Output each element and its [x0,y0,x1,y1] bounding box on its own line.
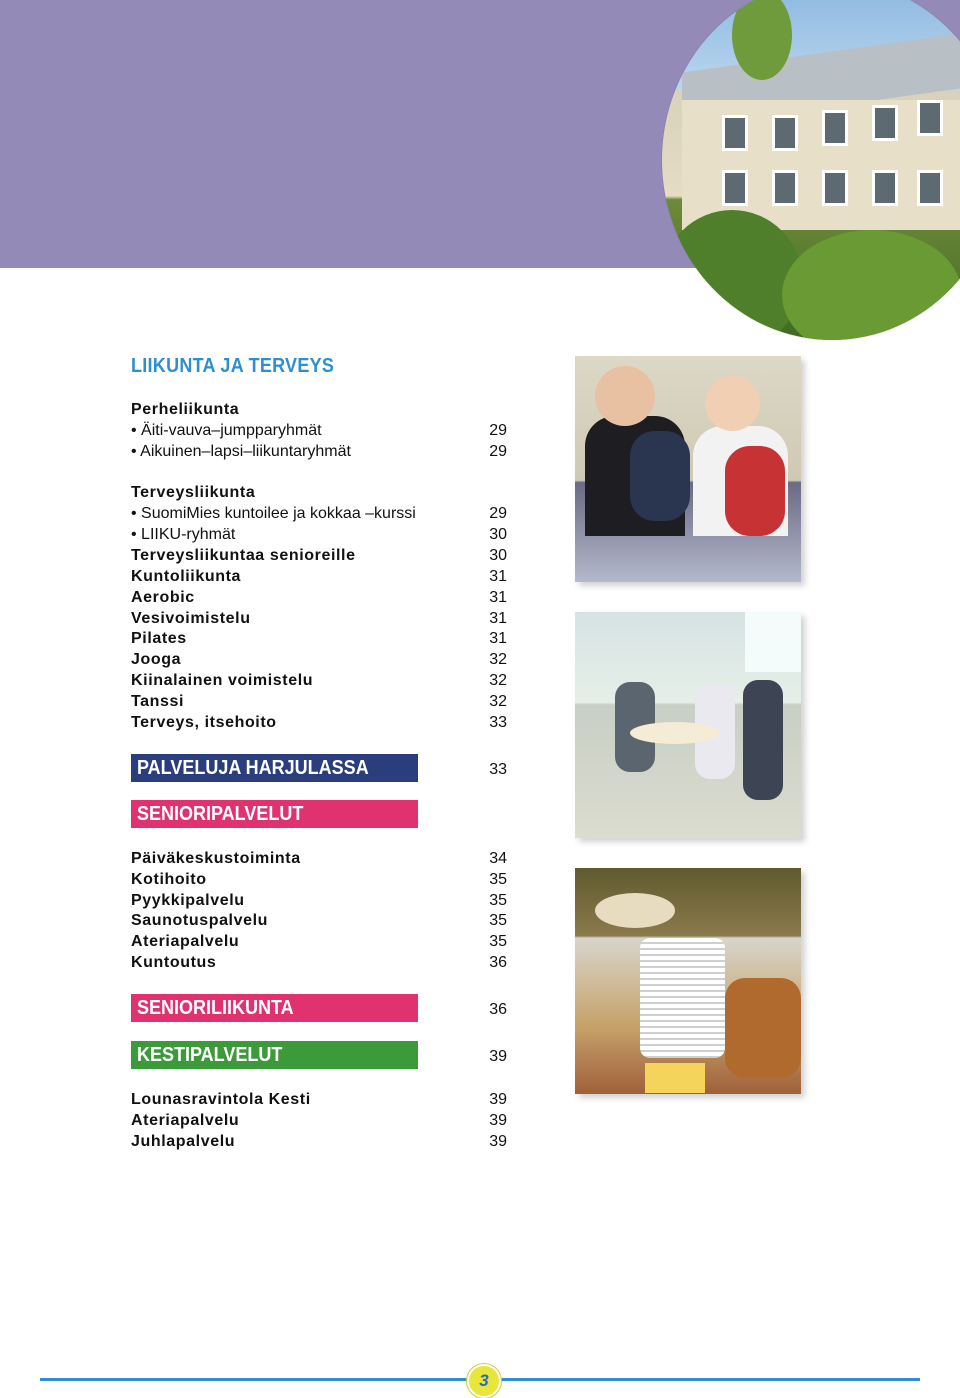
photo-bowl [595,893,675,928]
building-window [822,170,848,206]
toc-entry-label: Ateriapalvelu [131,1112,240,1129]
toc-entry [131,1089,507,1110]
photo-figure [725,446,785,536]
photo-window [745,612,801,672]
toc-entry-page: 35 [489,871,507,888]
toc-entry-label: Terveysliikuntaa senioreille [131,547,356,564]
toc-entry-label: Tanssi [131,693,185,710]
toc-heading-perheliikunta [131,399,507,420]
toc-entry [131,628,507,649]
band-palveluja-harjulassa [131,754,418,782]
toc-entry-label: Pyykkipalvelu [131,892,245,909]
toc-entry-page: 33 [489,714,507,731]
building-window [872,105,898,141]
toc-entry [131,420,507,441]
photo-plates [640,938,725,1058]
toc-entry-page: 29 [489,422,507,439]
toc-entry-label: Ateriapalvelu [131,933,240,950]
toc-entry [131,441,507,462]
toc-entry-page: 31 [489,610,507,627]
toc-heading-label: Perheliikunta [131,401,240,418]
toc-entry [131,503,507,524]
toc-entry-label: • LIIKU-ryhmät [131,524,235,545]
toc-entry [131,566,507,587]
toc-entry-label: Kotihoito [131,871,207,888]
band-label: KESTIPALVELUT [137,1044,283,1066]
toc-heading-label: Terveysliikunta [131,484,256,501]
band-label: SENIORIPALVELUT [137,803,304,825]
toc-entry [131,890,507,911]
toc-entry-label: • Aikuinen–lapsi–liikuntaryhmät [131,441,351,462]
toc-entry-label: • SuomiMies kuntoilee ja kokkaa –kurssi [131,503,416,524]
day-center-photo [575,612,801,838]
toc-entry [131,1131,507,1152]
photo-figure [630,431,690,521]
building-window [917,170,943,206]
buffet-photo [575,868,801,1094]
toc-entry-page: 34 [489,850,507,867]
toc-entry-label: Kuntoliikunta [131,568,242,585]
toc-entry-label: Jooga [131,651,182,668]
building-window [772,170,798,206]
toc-entry-label: Aerobic [131,589,195,606]
toc-entry-label: Pilates [131,630,187,647]
toc-entry-label: Kuntoutus [131,954,217,971]
toc-entry-page: 29 [489,443,507,460]
building-window [722,115,748,151]
toc-entry [131,1110,507,1131]
toc-entry [131,670,507,691]
toc-entry-label: Terveys, itsehoito [131,714,277,731]
toc-heading-terveysliikunta [131,482,507,503]
photo-table [630,722,720,744]
toc-entry [131,910,507,931]
building-window [822,110,848,146]
toc-entry [131,712,507,733]
band-page: 39 [489,1048,507,1065]
section-title: LIIKUNTA JA TERVEYS [131,355,335,377]
band-label: SENIORILIIKUNTA [137,997,294,1019]
band-senioriliikunta [131,994,418,1022]
toc-entry [131,545,507,566]
photo-cheese [645,1063,705,1093]
toc-entry [131,869,507,890]
toc-entry-label: Vesivoimistelu [131,610,251,627]
toc-entry-page: 29 [489,505,507,522]
photo-figure [705,376,760,431]
page-number: 3 [467,1364,501,1398]
family-photo [575,356,801,582]
band-senioripalvelut [131,800,418,828]
toc-entry-label: Lounasravintola Kesti [131,1091,311,1108]
toc-entry-page: 31 [489,630,507,647]
photo-figure [743,680,783,800]
building-window [872,170,898,206]
toc-entry-page: 30 [489,526,507,543]
building-window [917,100,943,136]
toc-entry-label: Saunotuspalvelu [131,912,269,929]
toc-entry [131,691,507,712]
toc-entry [131,649,507,670]
photo-figure [595,366,655,426]
band-label: PALVELUJA HARJULASSA [137,757,369,779]
toc-entry-page: 32 [489,651,507,668]
toc-entry-page: 35 [489,892,507,909]
toc-entry-page: 31 [489,568,507,585]
toc-entry-page: 39 [489,1091,507,1108]
toc-entry [131,524,507,545]
toc-entry-page: 30 [489,547,507,564]
toc-entry [131,587,507,608]
band-page: 33 [489,761,507,778]
building-window [772,115,798,151]
toc-entry-page: 39 [489,1112,507,1129]
toc-entry-label: • Äiti-vauva–jumpparyhmät [131,420,322,441]
toc-entry-label: Juhlapalvelu [131,1133,236,1150]
toc-entry-page: 35 [489,933,507,950]
toc-entry-page: 31 [489,589,507,606]
toc-entry [131,931,507,952]
toc-entry [131,608,507,629]
toc-entry-page: 32 [489,693,507,710]
toc-entry-page: 36 [489,954,507,971]
toc-entry-label: Kiinalainen voimistelu [131,672,314,689]
building-photo [662,0,960,340]
tree [662,210,802,340]
toc-entry-page: 39 [489,1133,507,1150]
band-kestipalvelut [131,1041,418,1069]
toc-entry [131,848,507,869]
photo-bread [725,978,801,1078]
toc-entry-label: Päiväkeskustoiminta [131,850,301,867]
toc-entry-page: 35 [489,912,507,929]
tree [782,230,960,340]
building-window [722,170,748,206]
toc-entry-page: 32 [489,672,507,689]
band-page: 36 [489,1001,507,1018]
toc-entry [131,952,507,973]
